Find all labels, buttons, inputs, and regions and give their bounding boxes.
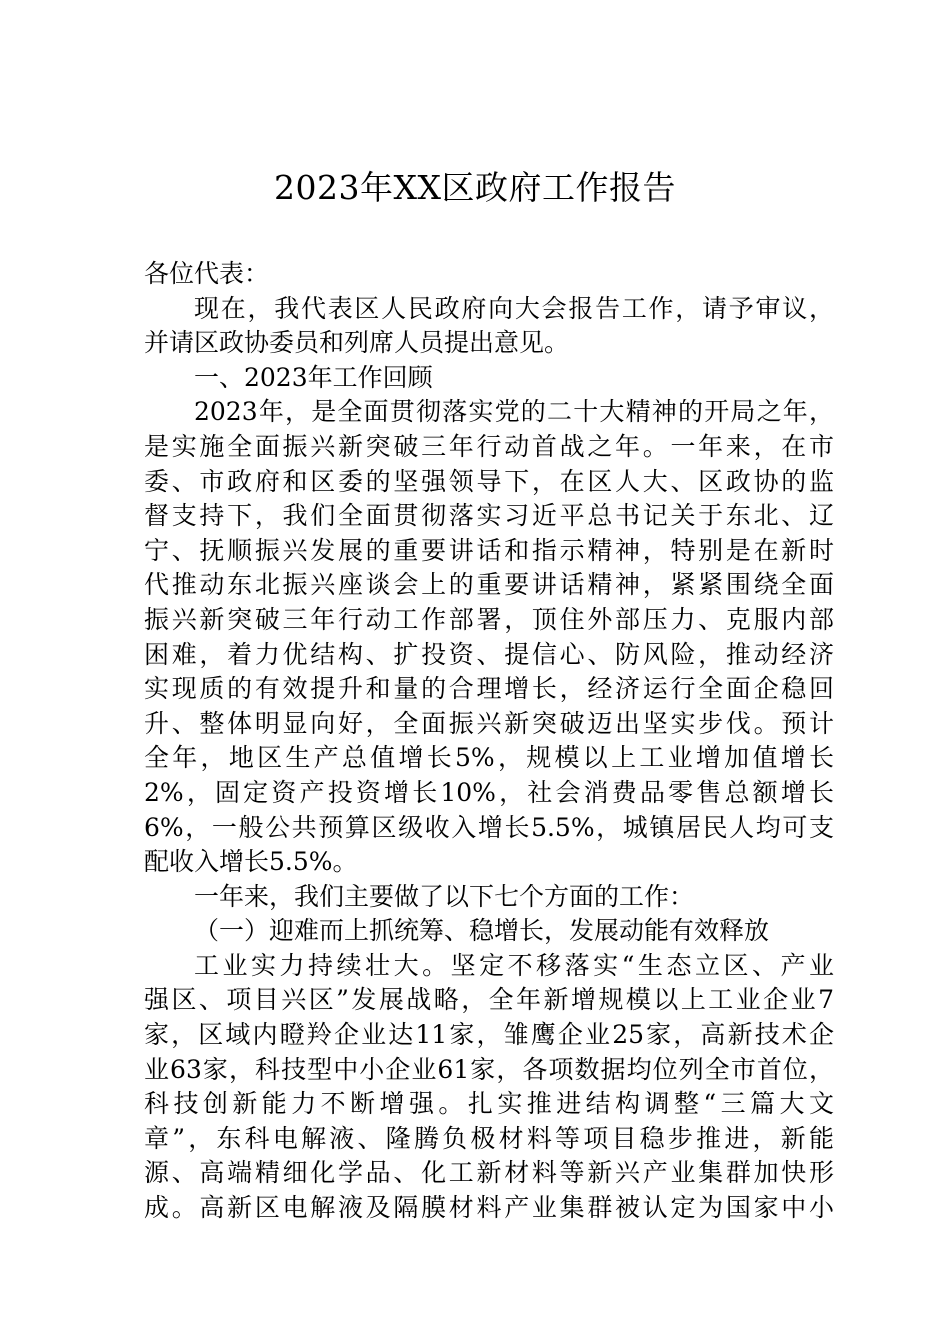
paragraph-line: 业63家，科技型中小企业61家，各项数据均位列全市首位， xyxy=(144,1054,834,1084)
paragraph-line: 配收入增长5.5%。 xyxy=(144,847,358,877)
paragraph-line: 成。高新区电解液及隔膜材料产业集群被认定为国家中小 xyxy=(144,1193,834,1223)
paragraph-line: 强区、项目兴区”发展战略，全年新增规模以上工业企业7 xyxy=(144,985,834,1015)
paragraph-line: 升、整体明显向好，全面振兴新突破迈出坚实步伐。预计 xyxy=(144,708,834,738)
paragraph-line: 全年，地区生产总值增长5%，规模以上工业增加值增长 xyxy=(144,743,834,773)
paragraph-line: 一年来，我们主要做了以下七个方面的工作： xyxy=(194,881,695,911)
paragraph-line: 2%，固定资产投资增长10%，社会消费品零售总额增长 xyxy=(144,777,834,807)
paragraph-line: 宁、抚顺振兴发展的重要讲话和指示精神，特别是在新时 xyxy=(144,535,834,565)
paragraph-line: 6%，一般公共预算区级收入增长5.5%，城镇居民人均可支 xyxy=(144,812,834,842)
paragraph-line: 2023年，是全面贯彻落实党的二十大精神的开局之年， xyxy=(194,397,834,427)
paragraph-line: 困难，着力优结构、扩投资、提信心、防风险，推动经济 xyxy=(144,639,834,669)
paragraph-line: 一、2023年工作回顾 xyxy=(194,362,433,392)
paragraph-line: 督支持下，我们全面贯彻落实习近平总书记关于东北、辽 xyxy=(144,501,834,531)
paragraph-line: 各位代表： xyxy=(144,259,270,288)
paragraph-line: 是实施全面振兴新突破三年行动首战之年。一年来，在市 xyxy=(144,431,834,461)
paragraph-line: 并请区政协委员和列席人员提出意见。 xyxy=(144,328,570,358)
paragraph-line: 现在，我代表区人民政府向大会报告工作，请予审议， xyxy=(194,293,834,323)
paragraph-line: 科技创新能力不断增强。扎实推进结构调整“三篇大文 xyxy=(144,1089,834,1119)
paragraph-line: 工业实力持续壮大。坚定不移落实“生态立区、产业 xyxy=(194,950,834,980)
paragraph-line: 振兴新突破三年行动工作部署，顶住外部压力、克服内部 xyxy=(144,604,834,634)
paragraph-line: 章”，东科电解液、隆腾负极材料等项目稳步推进，新能 xyxy=(144,1123,834,1153)
document-title: 2023年XX区政府工作报告 xyxy=(274,168,676,207)
paragraph-line: 代推动东北振兴座谈会上的重要讲话精神，紧紧围绕全面 xyxy=(144,570,834,600)
paragraph-line: 源、高端精细化学品、化工新材料等新兴产业集群加快形 xyxy=(144,1158,834,1188)
paragraph-line: 家，区域内瞪羚企业达11家，雏鹰企业25家，高新技术企 xyxy=(144,1020,834,1050)
paragraph-line: 实现质的有效提升和量的合理增长，经济运行全面企稳回 xyxy=(144,674,834,704)
paragraph-line: （一）迎难而上抓统筹、稳增长，发展动能有效释放 xyxy=(194,916,770,946)
paragraph-line: 委、市政府和区委的坚强领导下，在区人大、区政协的监 xyxy=(144,466,834,496)
document-body xyxy=(144,257,834,1226)
